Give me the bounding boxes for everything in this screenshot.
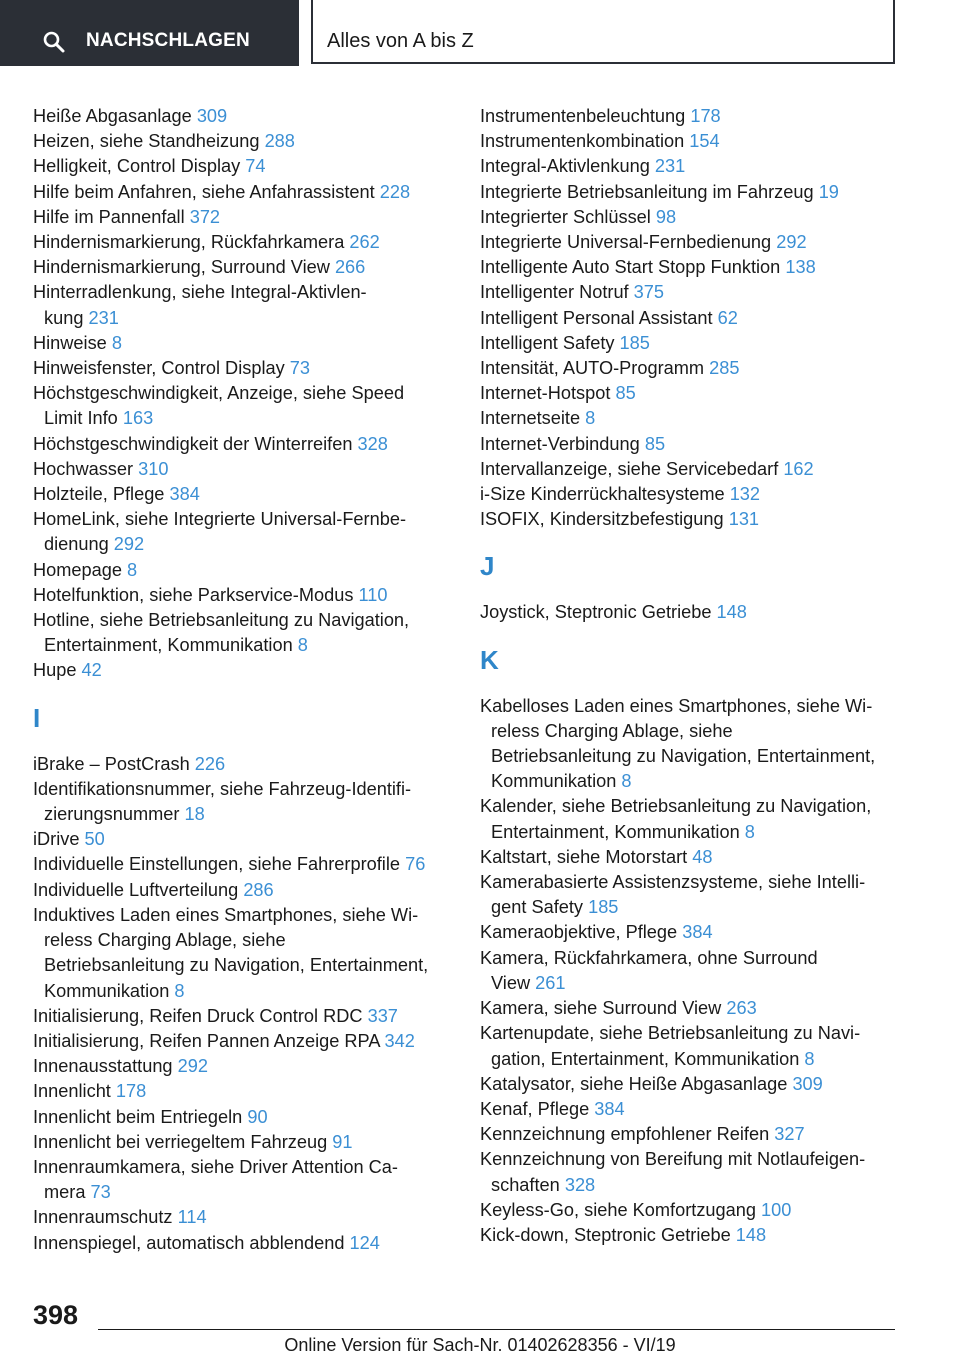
page-reference-link[interactable]: 148 bbox=[735, 1224, 767, 1245]
index-entry-text: Entertainment, Kommunikation bbox=[44, 635, 293, 656]
page-reference-link[interactable]: 163 bbox=[122, 408, 154, 429]
index-entry bbox=[480, 946, 900, 996]
index-entry-text: Integrierte Universal-Fernbedienung bbox=[480, 232, 772, 253]
page-reference-link[interactable]: 337 bbox=[367, 1005, 398, 1026]
page-reference-link[interactable]: 100 bbox=[761, 1199, 792, 1220]
page-reference-link[interactable]: 138 bbox=[785, 257, 816, 278]
page-reference-link[interactable]: 162 bbox=[783, 458, 814, 479]
index-entry-text: Keyless-Go, siehe Komfortzugang bbox=[480, 1199, 756, 1220]
page-reference-link[interactable]: 148 bbox=[716, 602, 747, 623]
tab-alles-von-a-bis-z[interactable] bbox=[311, 0, 895, 64]
index-entry-text: Kamerabasierte Assistenzsysteme, siehe Intelli- bbox=[480, 872, 866, 893]
index-entry-text: Hinterradlenkung, siehe Integral-Aktivlen- bbox=[33, 282, 367, 303]
index-entry bbox=[33, 1130, 453, 1155]
index-entry bbox=[33, 331, 453, 356]
index-entry-text: Kameraobjektive, Pflege bbox=[480, 922, 678, 943]
index-entry-text: Intelligenter Notruf bbox=[480, 282, 629, 303]
index-entry bbox=[480, 457, 900, 482]
index-entry bbox=[33, 180, 453, 205]
page-reference-link[interactable]: 8 bbox=[621, 771, 632, 792]
index-entry-text: Kick-down, Steptronic Getriebe bbox=[480, 1224, 731, 1245]
index-entry bbox=[33, 827, 453, 852]
index-entry bbox=[480, 1198, 900, 1223]
index-entry bbox=[480, 331, 900, 356]
index-entry-text: Entertainment, Kommunikation bbox=[491, 821, 740, 842]
page-reference-link[interactable]: 263 bbox=[726, 998, 757, 1019]
index-entry-text: Kennzeichnung von Bereifung mit Notlaufeigen- bbox=[480, 1149, 866, 1170]
index-entry-text: Hotelfunktion, siehe Parkservice-Modus bbox=[33, 584, 354, 605]
index-entry-text: kung bbox=[44, 307, 84, 328]
tab-alles-von-a-bis-z-label: Alles von A bis Z bbox=[327, 30, 474, 52]
page-reference-link[interactable]: 327 bbox=[774, 1124, 805, 1145]
index-entry bbox=[480, 794, 900, 844]
page-reference-link[interactable]: 131 bbox=[728, 509, 760, 530]
index-entry bbox=[480, 870, 900, 920]
index-entry bbox=[33, 154, 453, 179]
index-entry bbox=[480, 280, 900, 305]
page-reference-link[interactable]: 266 bbox=[334, 257, 366, 278]
page-reference-link[interactable]: 8 bbox=[744, 821, 755, 842]
index-entry bbox=[480, 1021, 900, 1071]
page-reference-link[interactable]: 309 bbox=[792, 1073, 823, 1094]
index-entry-text: Heizen, siehe Standheizung bbox=[33, 131, 260, 152]
index-entry bbox=[33, 280, 453, 330]
index-entry-text: Innenlicht bbox=[33, 1081, 111, 1102]
footer-text: Online Version für Sach-Nr. 01402628356 - VI/19 bbox=[284, 1335, 676, 1355]
index-entry-text: Individuelle Luftverteilung bbox=[33, 879, 239, 900]
index-entry bbox=[33, 878, 453, 903]
index-entry bbox=[33, 903, 453, 1004]
index-entry-text: Hilfe im Pannenfall bbox=[33, 206, 185, 227]
index-entry bbox=[480, 306, 900, 331]
page-reference-link[interactable]: 178 bbox=[115, 1081, 147, 1102]
page-reference-link[interactable]: 124 bbox=[349, 1232, 380, 1253]
index-entry bbox=[33, 752, 453, 777]
index-entry-text: zierungsnummer bbox=[44, 804, 180, 825]
index-entry-text: Hilfe beim Anfahren, siehe Anfahrassistent bbox=[33, 181, 375, 202]
index-entry bbox=[33, 432, 453, 457]
index-entry-text: Internetseite bbox=[480, 408, 581, 429]
index-entry bbox=[33, 1205, 453, 1230]
index-entry-text: Innenlicht bei verriegeltem Fahrzeug bbox=[33, 1131, 328, 1152]
page-reference-link[interactable]: 110 bbox=[358, 584, 388, 605]
page-reference-link[interactable]: 185 bbox=[588, 897, 619, 918]
index-entry-text: Intelligent Safety bbox=[480, 332, 615, 353]
tab-nachschlagen[interactable] bbox=[0, 0, 299, 66]
page-reference-link[interactable]: 231 bbox=[88, 307, 119, 328]
index-entry-text: Kamera, Rückfahrkamera, ohne Surround bbox=[480, 947, 818, 968]
page-reference-link[interactable]: 73 bbox=[289, 358, 310, 379]
page-number: 398 bbox=[33, 1300, 79, 1330]
index-entry-text: Hindernismarkierung, Rückfahrkamera bbox=[33, 232, 345, 253]
page-reference-link[interactable]: 226 bbox=[194, 753, 226, 774]
index-entry-text: Innenlicht beim Entriegeln bbox=[33, 1106, 243, 1127]
index-entry bbox=[33, 1155, 453, 1205]
page-reference-link[interactable]: 98 bbox=[655, 206, 677, 227]
index-entry-text: ISOFIX, Kindersitzbefestigung bbox=[480, 509, 724, 530]
page-reference-link[interactable]: 76 bbox=[405, 854, 426, 875]
index-entry-text: Initialisierung, Reifen Druck Control RDC bbox=[33, 1005, 363, 1026]
page-reference-link[interactable]: 18 bbox=[184, 804, 205, 825]
page-reference-link[interactable]: 375 bbox=[633, 282, 665, 303]
page-reference-link[interactable]: 309 bbox=[196, 106, 228, 126]
page-reference-link[interactable]: 85 bbox=[615, 383, 636, 404]
index-entry-text: Kommunikation bbox=[491, 771, 617, 792]
index-entry-text: Intervallanzeige, siehe Servicebedarf bbox=[480, 458, 779, 479]
page-reference-link[interactable]: 185 bbox=[619, 332, 650, 353]
index-entry bbox=[33, 1105, 453, 1130]
index-entry-text: Kartenupdate, siehe Betriebsanleitung zu Navi- bbox=[480, 1023, 861, 1044]
index-entry bbox=[480, 600, 900, 625]
index-entry-text: Intelligent Personal Assistant bbox=[480, 307, 713, 328]
index-entry bbox=[480, 482, 900, 507]
index-entry bbox=[33, 658, 453, 683]
index-entry bbox=[480, 920, 900, 945]
index-entry-text: Identifikationsnummer, siehe Fahrzeug-Identifi- bbox=[33, 778, 412, 799]
index-entry-text: Kalender, siehe Betriebsanleitung zu Navigation, bbox=[480, 796, 872, 817]
index-entry bbox=[480, 381, 900, 406]
index-entry bbox=[33, 1079, 453, 1104]
index-entry bbox=[33, 482, 453, 507]
page-reference-link[interactable]: 132 bbox=[729, 484, 761, 505]
page-reference-link[interactable]: 292 bbox=[177, 1056, 208, 1077]
index-entry-text: mera bbox=[44, 1182, 86, 1203]
index-entry-text: Hupe bbox=[33, 660, 77, 681]
index-entry bbox=[480, 129, 900, 154]
index-entry-text: Joystick, Steptronic Getriebe bbox=[480, 602, 712, 623]
page-reference-link[interactable]: 286 bbox=[243, 879, 274, 900]
page-reference-link[interactable]: 8 bbox=[127, 559, 138, 580]
index-entry-text: HomeLink, siehe Integrierte Universal-Fernbe- bbox=[33, 509, 407, 530]
index-entry-text: Höchstgeschwindigkeit, Anzeige, siehe Speed bbox=[33, 383, 405, 404]
index-entry bbox=[33, 356, 453, 381]
index-entry-text: Integral-Aktivlenkung bbox=[480, 156, 650, 177]
page-reference-link[interactable]: 328 bbox=[357, 433, 388, 454]
index-entry bbox=[480, 1072, 900, 1097]
page-reference-link[interactable]: 231 bbox=[654, 156, 686, 177]
index-entry-text: Innenspiegel, automatisch abblendend bbox=[33, 1232, 345, 1253]
header bbox=[0, 0, 960, 66]
page-reference-link[interactable]: 178 bbox=[690, 106, 721, 126]
tab-nachschlagen-label: NACHSCHLAGEN bbox=[86, 30, 250, 51]
page-reference-link[interactable]: 285 bbox=[709, 358, 740, 379]
index-entry bbox=[480, 432, 900, 457]
index-entry-text: Innenraumschutz bbox=[33, 1207, 173, 1228]
index-entry-text: Holzteile, Pflege bbox=[33, 484, 165, 505]
index-entry-text: Helligkeit, Control Display bbox=[33, 156, 241, 177]
page-reference-link[interactable]: 90 bbox=[247, 1106, 268, 1127]
index-entry-text: Innenraumkamera, siehe Driver Attention Ca- bbox=[33, 1156, 398, 1177]
index-entry bbox=[33, 608, 453, 658]
index-entry-text: Hochwasser bbox=[33, 458, 134, 479]
index-entry-text: Hinweisfenster, Control Display bbox=[33, 358, 285, 379]
index-entry bbox=[480, 996, 900, 1021]
page-reference-link[interactable]: 91 bbox=[332, 1131, 353, 1152]
index-entry-text: gent Safety bbox=[491, 897, 584, 918]
index-entry-text: Betriebsanleitung zu Navigation, Entertainment, bbox=[491, 746, 876, 767]
index-entry bbox=[33, 129, 453, 154]
page-reference-link[interactable]: 384 bbox=[594, 1098, 625, 1119]
index-entry-text: Heiße Abgasanlage bbox=[33, 106, 192, 126]
page-reference-link[interactable]: 328 bbox=[564, 1174, 596, 1195]
index-entry-text: Instrumentenbeleuchtung bbox=[480, 106, 686, 126]
index-entry bbox=[33, 507, 453, 557]
index-entry-text: Hindernismarkierung, Surround View bbox=[33, 257, 330, 278]
index-entry-text: Kennzeichnung empfohlener Reifen bbox=[480, 1124, 770, 1145]
index-entry-text: Hinweise bbox=[33, 332, 107, 353]
page-reference-link[interactable]: 8 bbox=[585, 408, 596, 429]
index-entry-text: Initialisierung, Reifen Pannen Anzeige RPA bbox=[33, 1030, 380, 1051]
page-reference-link[interactable]: 310 bbox=[138, 458, 169, 479]
index-entry-text: Kenaf, Pflege bbox=[480, 1098, 590, 1119]
page-reference-link[interactable]: 8 bbox=[111, 332, 122, 353]
page-reference-link[interactable]: 74 bbox=[245, 156, 266, 177]
index-entry bbox=[33, 1054, 453, 1079]
index-entry bbox=[33, 104, 453, 129]
index-entry-text: schaften bbox=[491, 1174, 560, 1195]
index-entry bbox=[480, 507, 900, 532]
page-reference-link[interactable]: 114 bbox=[177, 1207, 207, 1228]
index-entry bbox=[480, 104, 900, 129]
index-entry-text: Instrumentenkombination bbox=[480, 131, 685, 152]
index-entry-text: iDrive bbox=[33, 829, 80, 850]
index-entry bbox=[480, 154, 900, 179]
index-entry bbox=[480, 205, 900, 230]
index-entry bbox=[33, 1231, 453, 1256]
index-entry-text: Hotline, siehe Betriebsanleitung zu Navigation, bbox=[33, 610, 410, 631]
page-reference-link[interactable]: 372 bbox=[189, 206, 221, 227]
page-reference-link[interactable]: 42 bbox=[81, 660, 102, 681]
index-entry bbox=[480, 180, 900, 205]
index-entry-text: Innenausstattung bbox=[33, 1056, 173, 1077]
index-letter-heading: K bbox=[480, 644, 499, 675]
page-reference-link[interactable]: 154 bbox=[689, 131, 720, 152]
page-reference-link[interactable]: 50 bbox=[84, 829, 105, 850]
page-reference-link[interactable]: 73 bbox=[90, 1182, 111, 1203]
index-entry bbox=[480, 230, 900, 255]
page-reference-link[interactable]: 261 bbox=[535, 972, 566, 993]
index-entry bbox=[33, 381, 453, 431]
index-entry-text: dienung bbox=[44, 534, 109, 555]
index-column-left bbox=[33, 104, 453, 1256]
page-reference-link[interactable]: 48 bbox=[692, 846, 713, 867]
page-reference-link[interactable]: 262 bbox=[349, 232, 380, 253]
index-entry bbox=[480, 255, 900, 280]
index-entry-text: iBrake – PostCrash bbox=[33, 753, 190, 774]
page-reference-link[interactable]: 85 bbox=[644, 433, 666, 454]
index-entry bbox=[33, 457, 453, 482]
page-reference-link[interactable]: 8 bbox=[804, 1048, 815, 1069]
index-entry bbox=[480, 356, 900, 381]
index-entry bbox=[33, 583, 453, 608]
index-entry-text: Katalysator, siehe Heiße Abgasanlage bbox=[480, 1073, 788, 1094]
index-column-right bbox=[480, 104, 900, 1248]
index-entry-text: Kaltstart, siehe Motorstart bbox=[480, 846, 688, 867]
index-entry bbox=[33, 777, 453, 827]
index-entry-text: Homepage bbox=[33, 559, 122, 580]
index-entry-text: Integrierter Schlüssel bbox=[480, 206, 651, 227]
index-entry bbox=[33, 230, 453, 255]
page-reference-link[interactable]: 19 bbox=[818, 181, 839, 202]
index-entry-text: Kabelloses Laden eines Smartphones, siehe Wi- bbox=[480, 695, 873, 716]
index-letter-heading: I bbox=[33, 702, 41, 733]
index-entry-text: Kommunikation bbox=[44, 980, 170, 1001]
index-entry-text: Internet-Hotspot bbox=[480, 383, 611, 404]
page-reference-link[interactable]: 8 bbox=[297, 635, 308, 656]
page-reference-link[interactable]: 292 bbox=[776, 232, 807, 253]
search-icon bbox=[42, 30, 66, 54]
index-entry bbox=[480, 406, 900, 431]
index-entry-text: reless Charging Ablage, siehe bbox=[44, 930, 286, 951]
index-entry-text: Intelligente Auto Start Stopp Funktion bbox=[480, 257, 781, 278]
page-reference-link[interactable]: 384 bbox=[682, 922, 713, 943]
index-entry bbox=[33, 852, 453, 877]
page-reference-link[interactable]: 384 bbox=[169, 484, 200, 505]
page-reference-link[interactable]: 292 bbox=[113, 534, 145, 555]
index-entry-text: i-Size Kinderrückhaltesysteme bbox=[480, 484, 725, 505]
page-reference-link[interactable]: 288 bbox=[264, 131, 295, 152]
index-entry-text: Internet-Verbindung bbox=[480, 433, 640, 454]
page-reference-link[interactable]: 342 bbox=[384, 1030, 415, 1051]
page-reference-link[interactable]: 8 bbox=[174, 980, 185, 1001]
index-entry-text: Limit Info bbox=[44, 408, 118, 429]
index-entry-text: Höchstgeschwindigkeit der Winterreifen bbox=[33, 433, 353, 454]
index-entry bbox=[33, 1029, 453, 1054]
index-entry-text: Intensität, AUTO-Programm bbox=[480, 358, 705, 379]
index-entry-text: Integrierte Betriebsanleitung im Fahrzeug bbox=[480, 181, 814, 202]
index-entry bbox=[33, 558, 453, 583]
index-entry bbox=[480, 1147, 900, 1197]
page-reference-link[interactable]: 228 bbox=[379, 181, 411, 202]
index-letter-heading: J bbox=[480, 551, 495, 582]
page-reference-link[interactable]: 62 bbox=[717, 307, 738, 328]
index-entry-text: Induktives Laden eines Smartphones, siehe Wi- bbox=[33, 904, 419, 925]
index-entry-text: Kamera, siehe Surround View bbox=[480, 998, 722, 1019]
index-entry-text: gation, Entertainment, Kommunikation bbox=[491, 1048, 800, 1069]
index-entry-text: View bbox=[491, 972, 531, 993]
index-entry bbox=[480, 1122, 900, 1147]
index-entry bbox=[480, 845, 900, 870]
index-entry bbox=[480, 1097, 900, 1122]
index-entry-text: Individuelle Einstellungen, siehe Fahrerprofile bbox=[33, 854, 401, 875]
footer-divider bbox=[98, 1329, 895, 1330]
index-entry bbox=[33, 255, 453, 280]
index-entry-text: reless Charging Ablage, siehe bbox=[491, 720, 733, 741]
index-entry-text: Betriebsanleitung zu Navigation, Entertainment, bbox=[44, 955, 429, 976]
index-entry bbox=[480, 694, 900, 795]
index-entry bbox=[33, 205, 453, 230]
index-entry bbox=[480, 1223, 900, 1248]
index-entry bbox=[33, 1004, 453, 1029]
